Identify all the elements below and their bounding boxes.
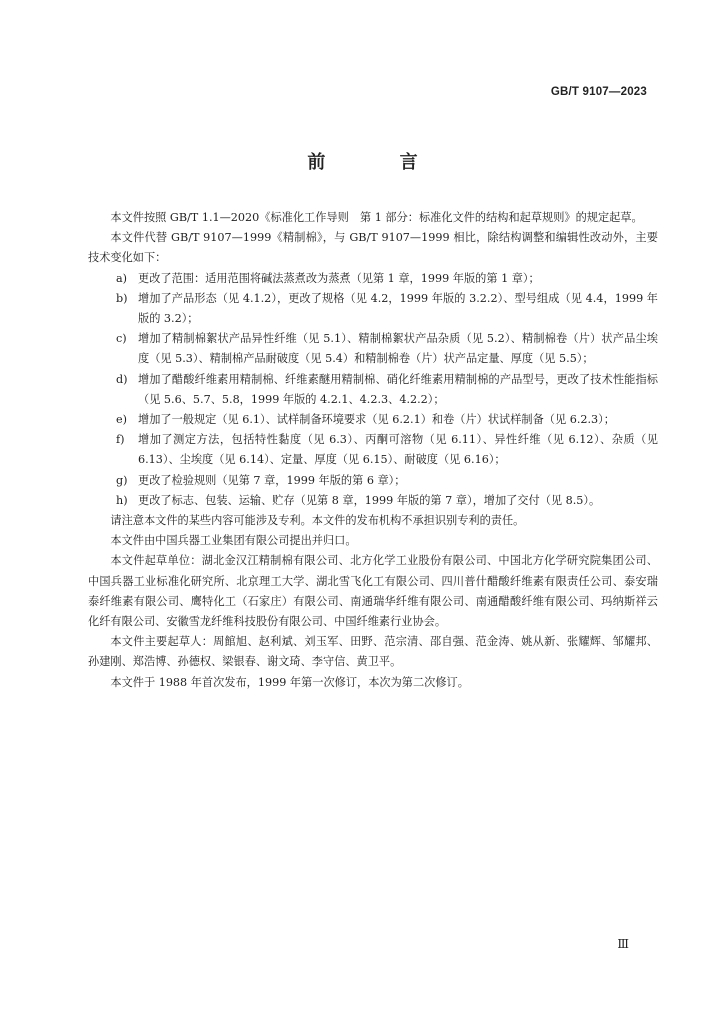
list-item (88, 410, 658, 430)
intro-paragraph: 本文件代替 GB/T 9107—1999《精制棉》，与 GB/T 9107—1999 相比，除结构调整和编辑性改动外，主要技术变化如下： (88, 231, 658, 265)
list-item (88, 370, 658, 410)
list-item-text: 增加了醋酸纤维素用精制棉、纤维素醚用精制棉、硝化纤维素用精制棉的产品型号，更改了技术性能指标（见 5.6、5.7、5.8，1999 年版的 4.2.1、4.2.3、4.2.2）； (138, 372, 658, 406)
patent-notice: 请注意本文件的某些内容可能涉及专利。本文件的发布机构不承担识别专利的责任。 (110, 514, 525, 528)
drafting-units: 本文件起草单位：湖北金汉江精制棉有限公司、北方化学工业股份有限公司、中国北方化学研究院集团公司、中国兵器工业标准化研究所、北京理工大学、湖北雪飞化工有限公司、四川普什醋酸纤维素有限责任公司、泰安瑞泰纤维素有限公司、鹰特化工（石家庄）有限公司、南通瑞华纤维有限公司、南通醋酸纤维有限公司、玛纳斯祥云化纤有限公司、安徽雪龙纤维科技股份有限公司、中国纤维素行业协会。 (88, 554, 658, 629)
list-item-text: 增加了一般规定（见 6.1）、试样制备环境要求（见 6.2.1）和卷（片）状试样制备（见 6.2.3）； (138, 413, 615, 427)
intro-paragraph: 本文件按照 GB/T 1.1—2020《标准化工作导则 第 1 部分：标准化文件的结构和起草规则》的规定起草。 (110, 211, 643, 224)
drafters: 本文件主要起草人：周館旭、赵利斌、刘玉军、田野、范宗清、邵自强、范金涛、姚从新、张耀辉、邹耀邦、孙建刚、郑浩博、孙德权、梁银春、谢文琦、李守信、黄卫平。 (88, 635, 658, 669)
publication-history: 本文件于 1988 年首次发布，1999 年第一次修订，本次为第二次修订。 (110, 675, 469, 689)
standard-code: GB/T 9107—2023 (550, 86, 647, 98)
list-marker: g) (116, 473, 128, 487)
list-marker: a) (116, 271, 128, 285)
page-number: Ⅲ (617, 937, 629, 951)
list-item (88, 430, 658, 470)
list-marker: f) (116, 433, 125, 447)
list-marker: h) (116, 493, 128, 507)
list-marker: e) (116, 413, 127, 427)
list-item-text: 增加了精制棉絮状产品异性纤维（见 5.1）、精制棉絮状产品杂质（见 5.2）、精制棉卷（片）状产品尘埃度（见 5.3）、精制棉产品耐破度（见 5.4）和精制棉卷（片）状产品定量、厚度（见 5.5）； (138, 332, 658, 366)
list-item (88, 471, 658, 491)
list-item (88, 329, 658, 369)
list-marker: c) (116, 332, 127, 346)
list-item-text: 更改了检验规则（见第 7 章，1999 年版的第 6 章）； (138, 473, 406, 487)
proposer-statement: 本文件由中国兵器工业集团有限公司提出并归口。 (110, 534, 357, 548)
changes-list (88, 269, 658, 511)
list-item (88, 269, 658, 289)
list-item-text: 更改了标志、包装、运输、贮存（见第 8 章，1999 年版的第 7 章），增加了交付（见 8.5）。 (138, 493, 601, 507)
document-body (88, 208, 658, 693)
list-item-text: 更改了范围：适用范围将碱法蒸煮改为蒸煮（见第 1 章，1999 年版的第 1 章）； (138, 271, 540, 285)
list-item-text: 增加了产品形态（见 4.1.2），更改了规格（见 4.2，1999 年版的 3.2.2）、型号组成（见 4.4，1999 年版的 3.2）； (138, 291, 658, 326)
list-item (88, 289, 658, 329)
list-marker: b) (116, 291, 128, 305)
list-marker: d) (116, 372, 128, 386)
list-item (88, 491, 658, 511)
page-title: 前 言 (307, 152, 452, 173)
list-item-text: 增加了测定方法，包括特性黏度（见 6.3）、丙酮可溶物（见 6.11）、异性纤维（见 6.12）、杂质（见 6.13）、尘埃度（见 6.14）、定量、厚度（见 6.15）、耐破度（见 6.16）； (138, 433, 658, 467)
